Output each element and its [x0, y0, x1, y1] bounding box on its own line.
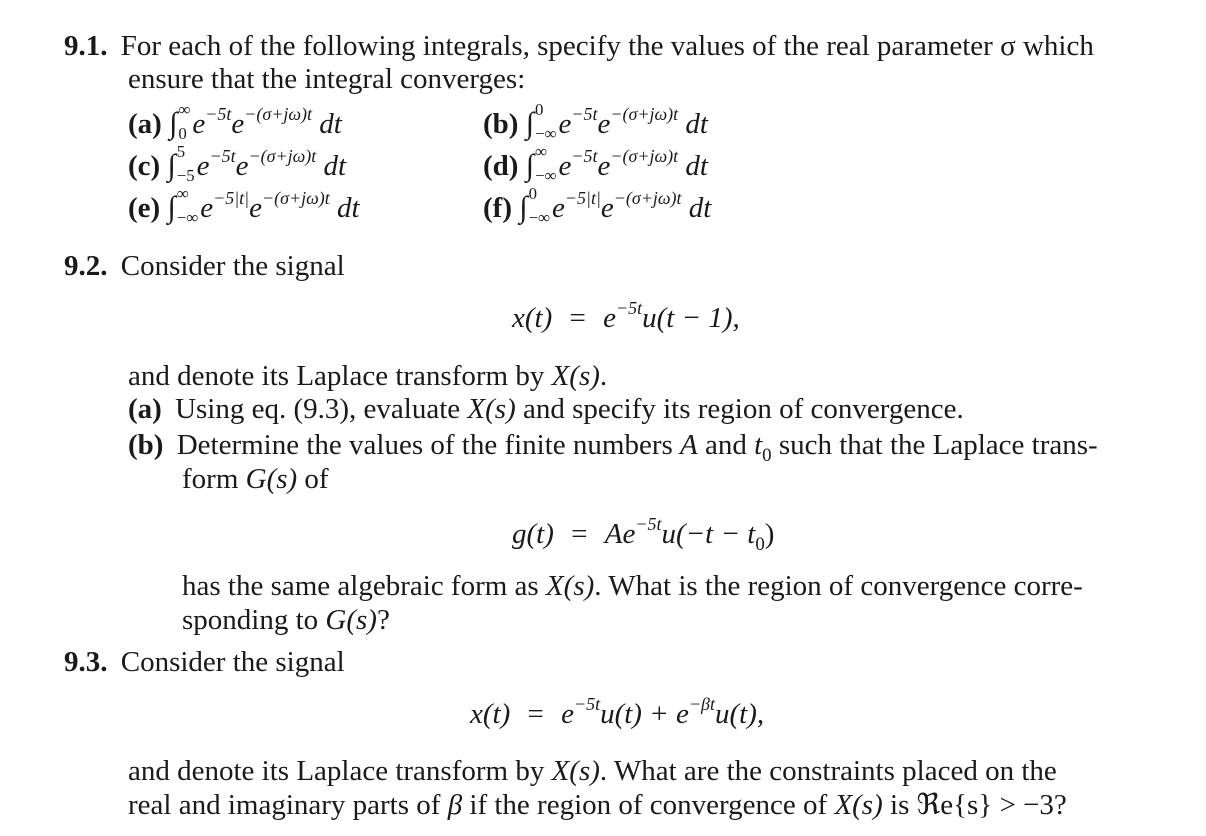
- part-label: (a): [128, 393, 162, 425]
- eq-equals: =: [527, 698, 544, 730]
- integrand-e: e: [597, 150, 611, 182]
- exponent: −(σ+jω)t: [610, 146, 679, 167]
- problem-number: 9.3.: [64, 646, 108, 678]
- text: if the region of convergence of: [462, 789, 835, 821]
- problem-9-3-line1: [64, 646, 345, 678]
- symbol: t: [754, 429, 763, 461]
- lower-limit: −∞: [535, 165, 557, 185]
- integrand-e: e: [558, 150, 572, 182]
- eq-base: e: [603, 302, 616, 334]
- upper-limit: 5: [176, 142, 186, 162]
- text: Using eq. (9.3), evaluate: [175, 393, 468, 425]
- upper-limit: ∞: [178, 100, 191, 120]
- text: form: [182, 463, 246, 495]
- differential: dt: [685, 108, 708, 140]
- eq-rest: u(t − 1),: [642, 302, 740, 334]
- eq-close: ): [764, 518, 775, 550]
- eq-exponent: −5t: [635, 514, 662, 535]
- integrand-e: e: [600, 192, 614, 224]
- integrand-e: e: [558, 108, 572, 140]
- problem-9-2-part-b-line3: [182, 570, 1083, 602]
- part-label: (f): [483, 192, 512, 224]
- part-label: (d): [483, 150, 519, 182]
- integral-sign: ∫ ∞ −∞: [525, 142, 557, 185]
- integral-b: [483, 100, 708, 143]
- text: .: [599, 360, 608, 392]
- eq-exponent: −βt: [688, 694, 715, 715]
- symbol: β: [447, 789, 463, 821]
- eq-base: e: [561, 698, 574, 730]
- problem-9-2-part-b-line1: [128, 429, 1098, 466]
- eq-equals: =: [569, 302, 586, 334]
- integrand-e: e: [249, 192, 262, 224]
- problem-9-3-line2: [128, 755, 1057, 787]
- problem-number: 9.1.: [64, 30, 108, 62]
- integrand-e: e: [196, 150, 210, 182]
- part-label: (a): [128, 108, 162, 140]
- text: such that the Laplace trans-: [771, 429, 1098, 461]
- integrand-e: e: [597, 108, 611, 140]
- integrand-e: e: [552, 192, 565, 224]
- text: and: [697, 429, 755, 461]
- problem-9-1-line1: [64, 30, 1094, 62]
- problem-9-2-line2: [128, 360, 607, 392]
- text: > −3?: [992, 789, 1067, 821]
- exponent: −5t: [571, 146, 598, 167]
- exponent: −(σ+jω)t: [610, 104, 679, 125]
- text: and specify its region of convergence.: [515, 393, 964, 425]
- integrand-e: e: [200, 192, 214, 224]
- integral-a: [128, 100, 342, 143]
- symbol: X(s): [467, 393, 516, 425]
- problem-text: Consider the signal: [120, 646, 345, 678]
- exponent: −5|t|: [213, 188, 250, 209]
- problem-9-2-line1: [64, 250, 345, 282]
- integral-c: [128, 142, 347, 185]
- lower-limit: 0: [178, 123, 187, 143]
- upper-limit: ∞: [176, 184, 189, 204]
- integral-sign: ∫ ∞ −∞: [167, 184, 199, 227]
- text: sponding to: [182, 604, 326, 636]
- lower-limit: −5: [176, 165, 195, 185]
- part-label: (c): [128, 150, 161, 182]
- symbol: G(s): [325, 604, 377, 636]
- lower-limit: −∞: [528, 207, 551, 227]
- problem-number: 9.2.: [64, 250, 108, 282]
- equation-x-t: [512, 298, 740, 334]
- exponent: −5t: [205, 104, 232, 125]
- symbol: G(s): [245, 463, 298, 495]
- eq-equals: =: [571, 518, 588, 550]
- eq-exponent: −5t: [573, 694, 601, 715]
- exponent: −(σ+jω)t: [248, 146, 317, 167]
- exponent: −(σ+jω)t: [261, 188, 330, 209]
- symbol: X(s): [545, 570, 595, 602]
- upper-limit: ∞: [535, 142, 548, 162]
- text: real and imaginary parts of: [128, 789, 448, 821]
- text: . What are the constraints placed on the: [599, 755, 1057, 787]
- problem-9-2-part-b-line2: [182, 463, 329, 495]
- integrand-e: e: [192, 108, 206, 140]
- integral-d: [483, 142, 708, 185]
- differential: dt: [688, 192, 712, 224]
- exponent: −(σ+jω)t: [613, 188, 682, 209]
- eq-mid: u(t) + e: [600, 698, 689, 730]
- integral-sign: ∫ ∞ 0: [169, 100, 191, 143]
- exponent: −5t: [571, 104, 598, 125]
- problem-9-3-line3: [128, 789, 1067, 821]
- problem-text: Consider the signal: [120, 250, 345, 282]
- text: and denote its Laplace transform by: [128, 755, 552, 787]
- exponent: −(σ+jω)t: [244, 104, 313, 125]
- integral-sign: ∫ 0 −∞: [519, 184, 551, 227]
- eq-lhs: x(t): [512, 302, 553, 334]
- integral-sign: ∫ 5 −5: [167, 142, 195, 185]
- eq-rest: u(−t − t: [661, 518, 756, 550]
- differential: dt: [337, 192, 360, 224]
- integral-f: [483, 184, 712, 227]
- eq-base: Ae: [604, 518, 636, 550]
- subscript: 0: [762, 444, 772, 466]
- symbol: A: [680, 429, 698, 461]
- equation-g-t: [512, 514, 775, 555]
- eq-exponent: −5t: [615, 298, 643, 319]
- eq-end: u(t),: [714, 698, 765, 730]
- text: ?: [376, 604, 390, 636]
- eq-lhs: x(t): [470, 698, 511, 730]
- integral-e: [128, 184, 360, 227]
- subscript: 0: [755, 533, 765, 555]
- upper-limit: 0: [535, 100, 544, 120]
- symbol: X(s): [551, 360, 600, 392]
- problem-9-1-line2: ensure that the integral converges:: [128, 63, 526, 95]
- integrand-e: e: [235, 150, 249, 182]
- text: and denote its Laplace transform by: [128, 360, 552, 392]
- integral-sign: ∫ 0 −∞: [525, 100, 557, 143]
- lower-limit: −∞: [176, 207, 199, 227]
- text: is: [882, 789, 917, 821]
- problem-9-2-part-a: [128, 393, 964, 425]
- differential: dt: [323, 150, 347, 182]
- integrand-e: e: [231, 108, 245, 140]
- symbol: X(s): [551, 755, 600, 787]
- text: has the same algebraic form as: [182, 570, 546, 602]
- text: of: [297, 463, 329, 495]
- differential: dt: [685, 150, 708, 182]
- differential: dt: [319, 108, 342, 140]
- symbol: X(s): [834, 789, 883, 821]
- real-part-symbol: ℜe{s}: [916, 789, 993, 821]
- eq-lhs: g(t): [512, 518, 554, 550]
- exponent: −5t: [209, 146, 236, 167]
- text: . What is the region of convergence corre-: [594, 570, 1083, 602]
- part-label: (b): [483, 108, 519, 140]
- part-label: (e): [128, 192, 161, 224]
- problem-text: For each of the following integrals, specify the values of the real parameter σ which: [120, 30, 1094, 62]
- exponent: −5|t|: [564, 188, 601, 209]
- upper-limit: 0: [528, 184, 537, 204]
- problem-9-2-part-b-line4: [182, 604, 390, 636]
- part-label: (b): [128, 429, 164, 461]
- text: Determine the values of the finite numbers: [176, 429, 681, 461]
- equation-x-t-sum: [470, 694, 765, 730]
- lower-limit: −∞: [535, 123, 557, 143]
